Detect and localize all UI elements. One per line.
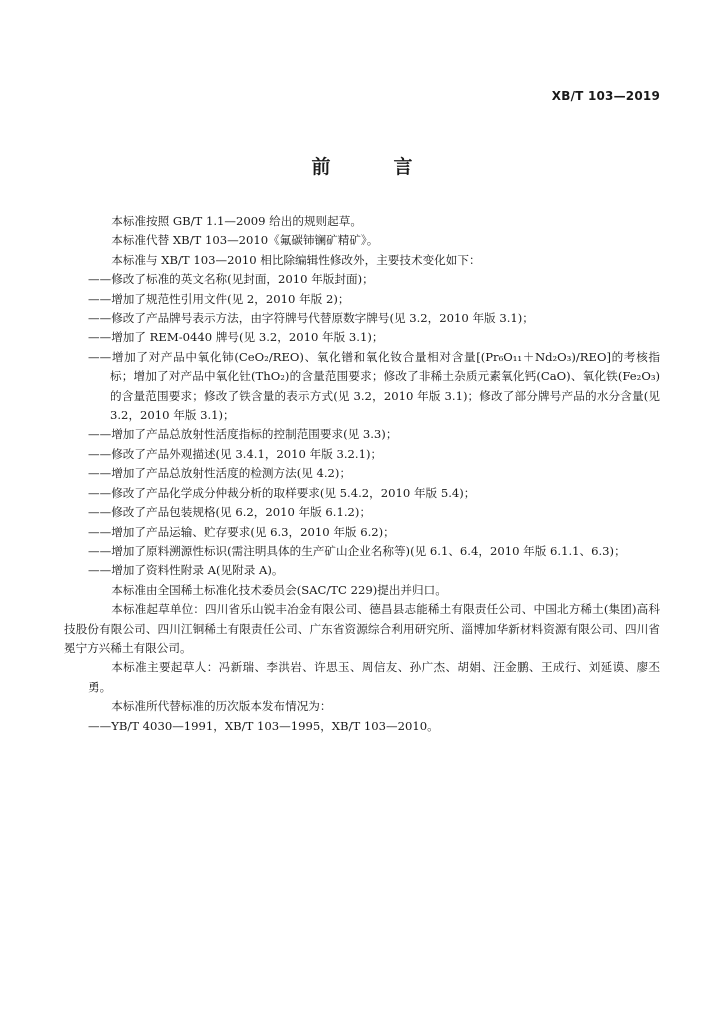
paragraph-drafting-rules: 本标准按照 GB/T 1.1—2009 给出的规则起草。 — [111, 214, 362, 228]
change-item: ——修改了产品包装规格(见 6.2，2010 年版 6.1.2)； — [88, 505, 372, 520]
page-title: 前 言 — [311, 156, 435, 178]
change-item: ——修改了产品牌号表示方法，由字符牌号代替原数字牌号(见 3.2，2010 年版 3.1)； — [88, 311, 534, 326]
change-item: ——增加了产品总放射性活度指标的控制范围要求(见 3.3)； — [88, 427, 398, 442]
change-item: ——增加了资料性附录 A(见附录 A)。 — [88, 563, 284, 578]
paragraph-proposed-by: 本标准由全国稀土标准化技术委员会(SAC/TC 229)提出并归口。 — [111, 582, 447, 597]
paragraph-replaces: 本标准代替 XB/T 103—2010《氟碳铈镧矿精矿》。 — [111, 233, 379, 248]
change-item: ——增加了对产品中氧化铈(CeO₂/REO)、氧化镨和氧化钕合量相对含量[(Pr₆O₁₁＋Nd₂O₃)/REO]的考核指标；增加了对产品中氧化钍(ThO₂)的含量范围要求；修改了非稀土杂质元素氧化钙(CaO)、氧化铁(Fe₂O₃)的含量范围要求；修改了铁含量的表示方式(见 3.2，2010 年版 3.1)；修改了部分牌号产品的水分含量(见 3.2，2010 年版 3.1)； — [88, 349, 660, 423]
change-item: ——增加了产品运输、贮存要求(见 6.3，2010 年版 6.2)； — [88, 524, 395, 539]
change-item: ——增加了产品总放射性活度的检测方法(见 4.2)； — [88, 466, 352, 481]
paragraph-changes-intro: 本标准与 XB/T 103—2010 相比除编辑性修改外，主要技术变化如下： — [111, 252, 481, 267]
paragraph-drafting-units: 本标准起草单位：四川省乐山锐丰冶金有限公司、德昌县志能稀土有限责任公司、中国北方稀土(集团)高科技股份有限公司、四川江铜稀土有限责任公司、广东省资源综合利用研究所、淄博加华新材料资源有限公司、四川省冕宁方兴稀土有限公司。 — [64, 602, 660, 655]
change-item: ——修改了产品化学成分仲裁分析的取样要求(见 5.4.2，2010 年版 5.4)； — [88, 485, 476, 500]
change-item: ——修改了产品外观描述(见 3.4.1，2010 年版 3.2.1)； — [88, 446, 383, 461]
change-item: ——增加了 REM-0440 牌号(见 3.2，2010 年版 3.1)； — [88, 330, 384, 345]
change-item: ——增加了规范性引用文件(见 2，2010 年版 2)； — [88, 291, 350, 306]
paragraph-history-intro: 本标准所代替标准的历次版本发布情况为： — [111, 699, 332, 714]
paragraph-drafters: 本标准主要起草人：冯新瑞、李洪岩、许思玉、周信友、孙广杰、胡娟、汪金鹏、王成行、刘延谟、廖丕勇。 — [88, 660, 660, 694]
change-item: ——修改了标准的英文名称(见封面，2010 年版封面)； — [88, 272, 374, 287]
history-item: ——YB/T 4030—1991，XB/T 103—1995，XB/T 103—2010。 — [88, 718, 439, 733]
standard-code: XB/T 103—2019 — [551, 89, 660, 103]
change-item: ——增加了原料溯源性标识(需注明具体的生产矿山企业名称等)(见 6.1、6.4，2010 年版 6.1.1、6.3)； — [88, 543, 626, 558]
foreword-body — [64, 212, 660, 736]
